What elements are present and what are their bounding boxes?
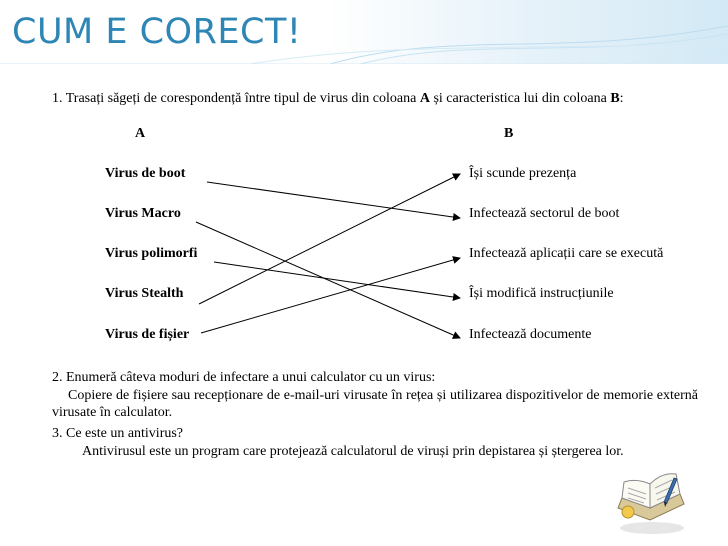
q1-text-part: 1. Trasați săgeți de corespondență între tipul de virus din coloana (52, 91, 420, 106)
column-a-header: A (135, 126, 146, 141)
right-item-infecteaza-boot: Infectează sectorul de boot (469, 206, 620, 221)
left-item-virus-boot: Virus de boot (105, 166, 186, 181)
answer-2: Copiere de fișiere sau recepționare de e-mail-uri virusate în rețea și utilizarea dispozitivelor de memorie externă virusate în calculator. (52, 388, 698, 420)
q1-column-a-ref: A (419, 91, 430, 106)
q1-column-b-ref: B (610, 91, 620, 106)
arrow-4-to-2 (201, 258, 460, 333)
left-item-virus-fisier: Virus de fișier (105, 327, 190, 342)
q1-text-part: și caracteristica lui din coloana (429, 91, 611, 106)
arrow-2-to-3 (214, 262, 460, 298)
left-item-virus-polimorfi: Virus polimorfi (105, 246, 198, 261)
right-item-infecteaza-documente: Infectează documente (469, 327, 592, 342)
right-item-ascunde-prezenta: Își scunde prezența (469, 166, 577, 181)
arrow-0-to-1 (207, 182, 460, 218)
left-item-virus-stealth: Virus Stealth (105, 286, 184, 301)
arrow-3-to-0 (199, 174, 460, 304)
left-item-virus-macro: Virus Macro (105, 206, 181, 221)
answer-3: Antivirusul este un program care protejează calculatorul de viruși prin depistarea și ștergerea lor. (82, 444, 624, 459)
right-item-modifica-instructiuni: Își modifică instrucțiunile (469, 286, 614, 301)
q1-text-part: : (619, 91, 624, 106)
right-item-infecteaza-aplicatii: Infectează aplicații care se execută (469, 246, 664, 261)
question-2: 2. Enumeră câteva moduri de infectare a unui calculator cu un virus: (52, 370, 436, 385)
question-3: 3. Ce este un antivirus? (52, 426, 184, 441)
column-b-header: B (504, 126, 514, 141)
slide-title: CUM E CORECT! (12, 12, 302, 52)
open-book-icon (610, 468, 690, 538)
